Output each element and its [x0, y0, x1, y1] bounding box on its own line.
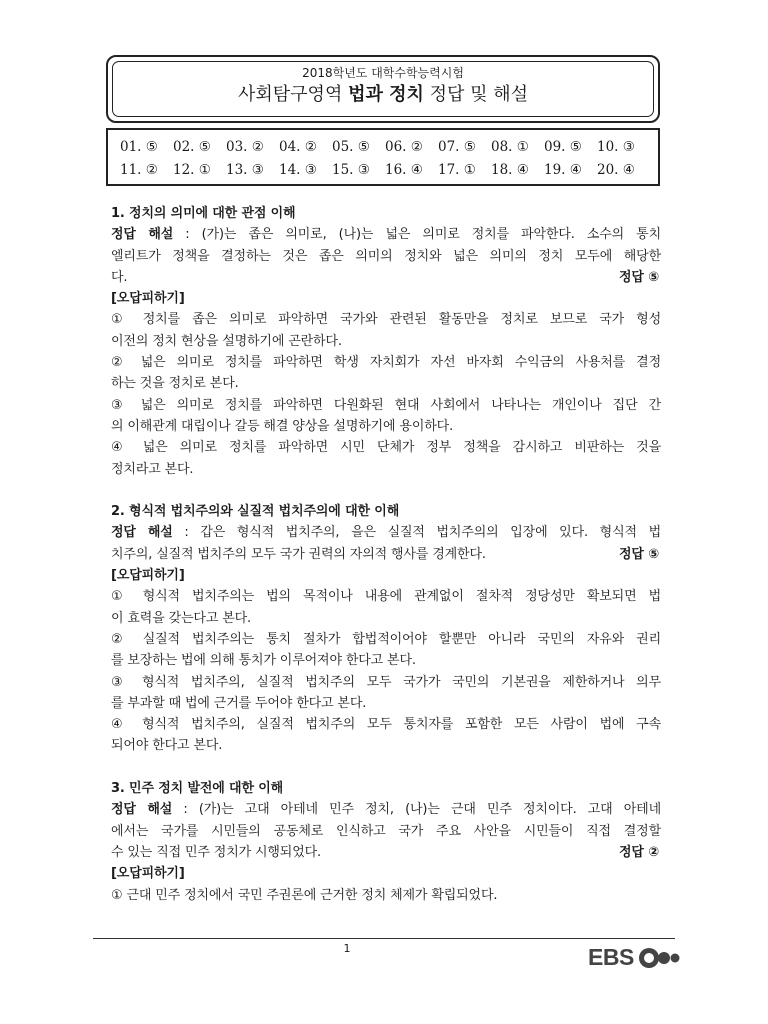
option-line: 를 보장하는 법에 의해 통치가 이루어져야 한다고 본다.: [111, 653, 416, 669]
q1-explanation-line: 엘리트가 정책을 결정하는 것은 좁은 의미의 정치와 넓은 의미의 정치 모두에 해당한: [111, 248, 661, 264]
spacer: [111, 757, 661, 778]
title-prefix: 사회탐구영역: [238, 84, 349, 105]
explanation-text: : (가)는 고대 아테네 민주 정치, (나)는 근대 민주 정치이다. 고대 아테네: [172, 802, 661, 818]
title-box-inner: [112, 61, 654, 117]
answer-cell: 13. ③: [226, 161, 264, 178]
option-line: ① 근대 민주 정치에서 국민 주권론에 근거한 정치 체제가 확립되었다.: [111, 887, 498, 903]
option-line: 이전의 정치 현상을 설명하기에 곤란하다.: [111, 333, 342, 349]
answer-cell: 14. ③: [279, 161, 317, 178]
logo-text: EBS: [588, 944, 634, 970]
q3-explanation-line: [111, 842, 661, 863]
option-line: ② 실질적 법치주의는 통치 절차가 합법적이어야 할뿐만 아니라 국민의 자유와 권리: [111, 631, 661, 647]
answer-explanation-label: 정답 해설: [111, 525, 173, 541]
explanation-text: : 갑은 형식적 법치주의, 을은 실질적 법치주의의 입장에 있다. 형식적 법: [172, 525, 661, 541]
footer-divider: [93, 938, 675, 939]
q2-explanation-line: [111, 522, 661, 543]
option-line: 되어야 한다고 본다.: [111, 738, 223, 754]
answer-cell: 05. ⑤: [332, 138, 370, 155]
option-line: 이 효력을 갖는다고 본다.: [111, 610, 252, 626]
option-line: ④ 넓은 의미로 정치를 파악하면 시민 단체가 정부 정책을 감시하고 비판하는 것을: [111, 440, 661, 456]
explanation-text: 치주의, 실질적 법치주의 모두 국가 권력의 자의적 행사를 경계한다.: [111, 546, 486, 562]
answer-cell: 16. ④: [385, 161, 423, 178]
option-line: 를 부과할 때 법에 근거를 두어야 한다고 본다.: [111, 695, 367, 711]
answer-cell: 11. ②: [120, 161, 158, 178]
q2-explanation-line: [111, 544, 661, 565]
option-line: 의 이해관계 대립이나 갈등 해결 양상을 설명하기에 용이하다.: [111, 418, 454, 434]
explanation-text: 수 있는 직접 민주 정치가 시행되었다.: [111, 844, 322, 860]
explanations: [111, 203, 661, 906]
answer-cell: 08. ①: [491, 138, 529, 155]
answer-cell: 03. ②: [226, 138, 264, 155]
ebs-logo-mark-icon: [637, 946, 681, 970]
answer-cell: 01. ⑤: [120, 138, 158, 155]
option-line: ③ 형식적 법치주의, 실질적 법치주의 모두 국가가 국민의 기본권을 제한하거나 의무: [111, 674, 661, 690]
answer-cell: 07. ⑤: [438, 138, 476, 155]
option-line: ① 정치를 좁은 의미로 파악하면 국가와 관련된 활동만을 정치로 보므로 국가 형성: [111, 312, 661, 328]
answer-explanation-label: 정답 해설: [111, 802, 173, 818]
answer-key-table: [106, 128, 660, 186]
option-line: ① 형식적 법치주의는 법의 목적이나 내용에 관계없이 절차적 정당성만 확보되면 법: [111, 589, 661, 605]
option-line: ② 넓은 의미로 정치를 파악하면 학생 자치회가 자선 바자회 수익금의 사용처를 결정: [111, 355, 661, 371]
answer-cell: 09. ⑤: [544, 138, 582, 155]
answer-cell: 18. ④: [491, 161, 529, 178]
wrong-answer-heading: [오답피하기]: [111, 291, 185, 307]
answer-cell: 02. ⑤: [173, 138, 211, 155]
explanation-text: : (가)는 좁은 의미로, (나)는 넓은 의미로 정치를 파악한다. 소수의 통치: [173, 227, 661, 243]
answer-row-1: [120, 135, 658, 158]
answer-cell: 15. ③: [332, 161, 370, 178]
title-subject: 법과 정치: [348, 84, 424, 105]
title-suffix: 정답 및 해설: [423, 84, 528, 105]
answer-mark: 정답 ②: [618, 844, 659, 860]
answer-mark: 정답 ⑤: [618, 546, 659, 562]
explanation-text: 다.: [111, 269, 128, 285]
question-3-title: 3. 민주 정치 발전에 대한 이해: [111, 781, 284, 797]
ebs-logo: [588, 944, 681, 971]
q3-explanation-line: [111, 799, 661, 820]
question-2-title: 2. 형식적 법치주의와 실질적 법치주의에 대한 이해: [111, 504, 400, 520]
option-line: 정치라고 본다.: [111, 461, 194, 477]
q3-explanation-line: 에서는 국가를 시민들의 공동체로 인식하고 국가 주요 사안을 시민들이 직접 결정할: [111, 823, 661, 839]
option-line: 하는 것을 정치로 본다.: [111, 376, 239, 392]
q1-explanation-line: [111, 267, 661, 288]
answer-explanation-label: 정답 해설: [111, 227, 174, 243]
answer-cell: 04. ②: [279, 138, 317, 155]
wrong-answer-heading: [오답피하기]: [111, 866, 185, 882]
spacer: [111, 480, 661, 501]
question-1-title: 1. 정치의 의미에 대한 관점 이해: [111, 206, 296, 221]
exam-subtitle: 2018학년도 대학수학능력시험: [302, 66, 464, 80]
answer-row-2: [120, 158, 658, 181]
answer-cell: 10. ③: [597, 138, 635, 155]
answer-cell: 20. ④: [597, 161, 635, 178]
page-number: 1: [343, 942, 351, 955]
option-line: ③ 넓은 의미로 정치를 파악하면 다원화된 현대 사회에서 나타나는 개인이나 집단 간: [111, 397, 661, 413]
wrong-answer-heading: [오답피하기]: [111, 568, 185, 584]
answer-cell: 06. ②: [385, 138, 423, 155]
answer-cell: 17. ①: [438, 161, 476, 178]
answer-cell: 12. ①: [173, 161, 211, 178]
answer-mark: 정답 ⑤: [618, 269, 659, 285]
answer-cell: 19. ④: [544, 161, 582, 178]
option-line: ④ 형식적 법치주의, 실질적 법치주의 모두 통치자를 포함한 모든 사람이 법에 구속: [111, 717, 661, 733]
title-box: [106, 55, 660, 123]
exam-title: [113, 84, 653, 106]
q1-explanation-line: [111, 224, 661, 245]
